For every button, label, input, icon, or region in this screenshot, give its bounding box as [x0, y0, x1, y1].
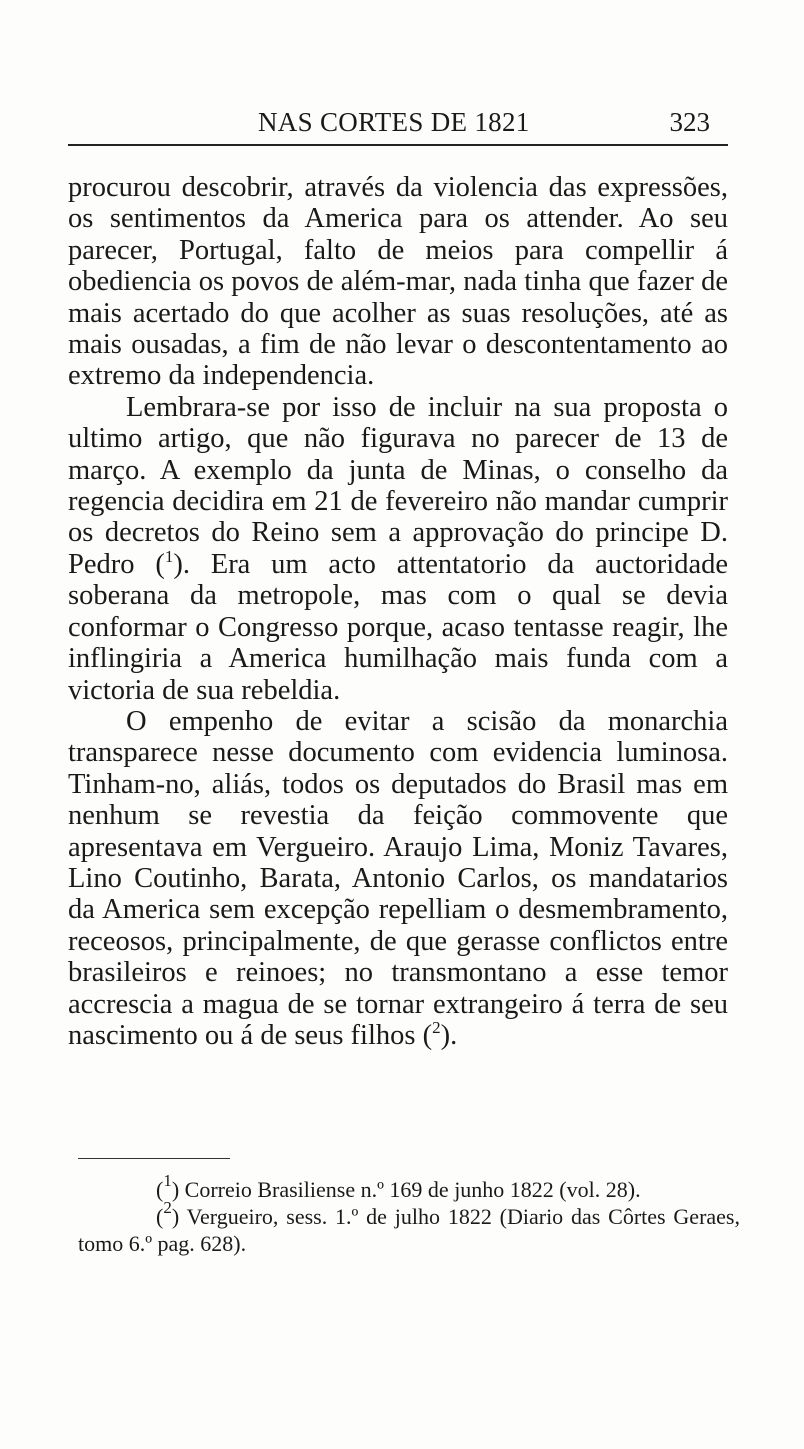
footnote-1-mark: 1	[163, 1171, 172, 1190]
footnote-1-open: (	[156, 1177, 164, 1202]
page-number: 323	[669, 107, 710, 137]
paragraph-1	[68, 172, 728, 392]
footnote-2-mark: 2	[163, 1198, 172, 1217]
footnote-1-text: ) Correio Brasiliense n.º 169 de junho 1822 (vol. 28).	[171, 1177, 641, 1202]
header-rule	[68, 144, 728, 146]
paragraph-2	[68, 392, 728, 706]
running-title: NAS CORTES DE 1821	[258, 107, 530, 137]
footnote-2	[78, 1198, 740, 1257]
paragraph-3-text-before: O empenho de evitar a scisão da monarchia transparece nesse documento com evidencia luminosa. Tinham-no, aliás, todos os deputados do Brasil mas em nenhum se revestia da feição commovente que apresentava em Vergueiro. Araujo Lima, Moniz Tavares, Lino Coutinho, Barata, Antonio Carlos, os mandatarios da America sem excepção repelliam o desmembramento, receosos, principalmente, de que gerasse conflictos entre brasileiros e reinoes; no transmontano a esse temor accrescia a magua de se tornar extrangeiro á terra de seu nascimento ou á de seus filhos (	[68, 705, 728, 1051]
footnote-1	[78, 1171, 740, 1203]
running-header	[68, 104, 738, 140]
paragraph-2-text-after: ). Era um acto attentatorio da auctoridade soberana da metropole, mas com o qual se devia conformar o Congresso porque, acaso tentasse reagir, lhe inflingiria a America humilhação mais funda com a victoria de sua rebeldia.	[68, 548, 728, 706]
paragraph-2-text-before: Lembrara-se por isso de incluir na sua proposta o ultimo artigo, que não figurava no parecer de 13 de março. A exemplo da junta de Minas, o conselho da regencia decidira em 21 de fevereiro não mandar cumprir os decretos do Reino sem a approvação do principe D. Pedro (	[68, 391, 728, 580]
footnote-ref-2: 2	[432, 1017, 441, 1037]
paragraph-3	[68, 706, 728, 1051]
paragraph-3-text-after: ).	[440, 1019, 458, 1051]
footnote-rule	[78, 1158, 230, 1159]
body-text	[68, 172, 728, 1051]
footnotes	[78, 1171, 740, 1257]
footnote-ref-1: 1	[164, 546, 174, 566]
paragraph-1-text: procurou descobrir, através da violencia das expressões, os sentimentos da America para os attender. Ao seu parecer, Portugal, falto de meios para compellir á obediencia os povos de além-mar, nada tinha que fazer de mais acertado do que acolher as suas resoluções, até as mais ousadas, a fim de não levar o descontentamento ao extremo da independencia.	[68, 172, 728, 392]
footnote-2-open: (	[156, 1204, 164, 1229]
footnote-2-text: ) Vergueiro, sess. 1.º de julho 1822 (Diario das Côrtes Geraes, tomo 6.º pag. 628).	[78, 1204, 740, 1256]
